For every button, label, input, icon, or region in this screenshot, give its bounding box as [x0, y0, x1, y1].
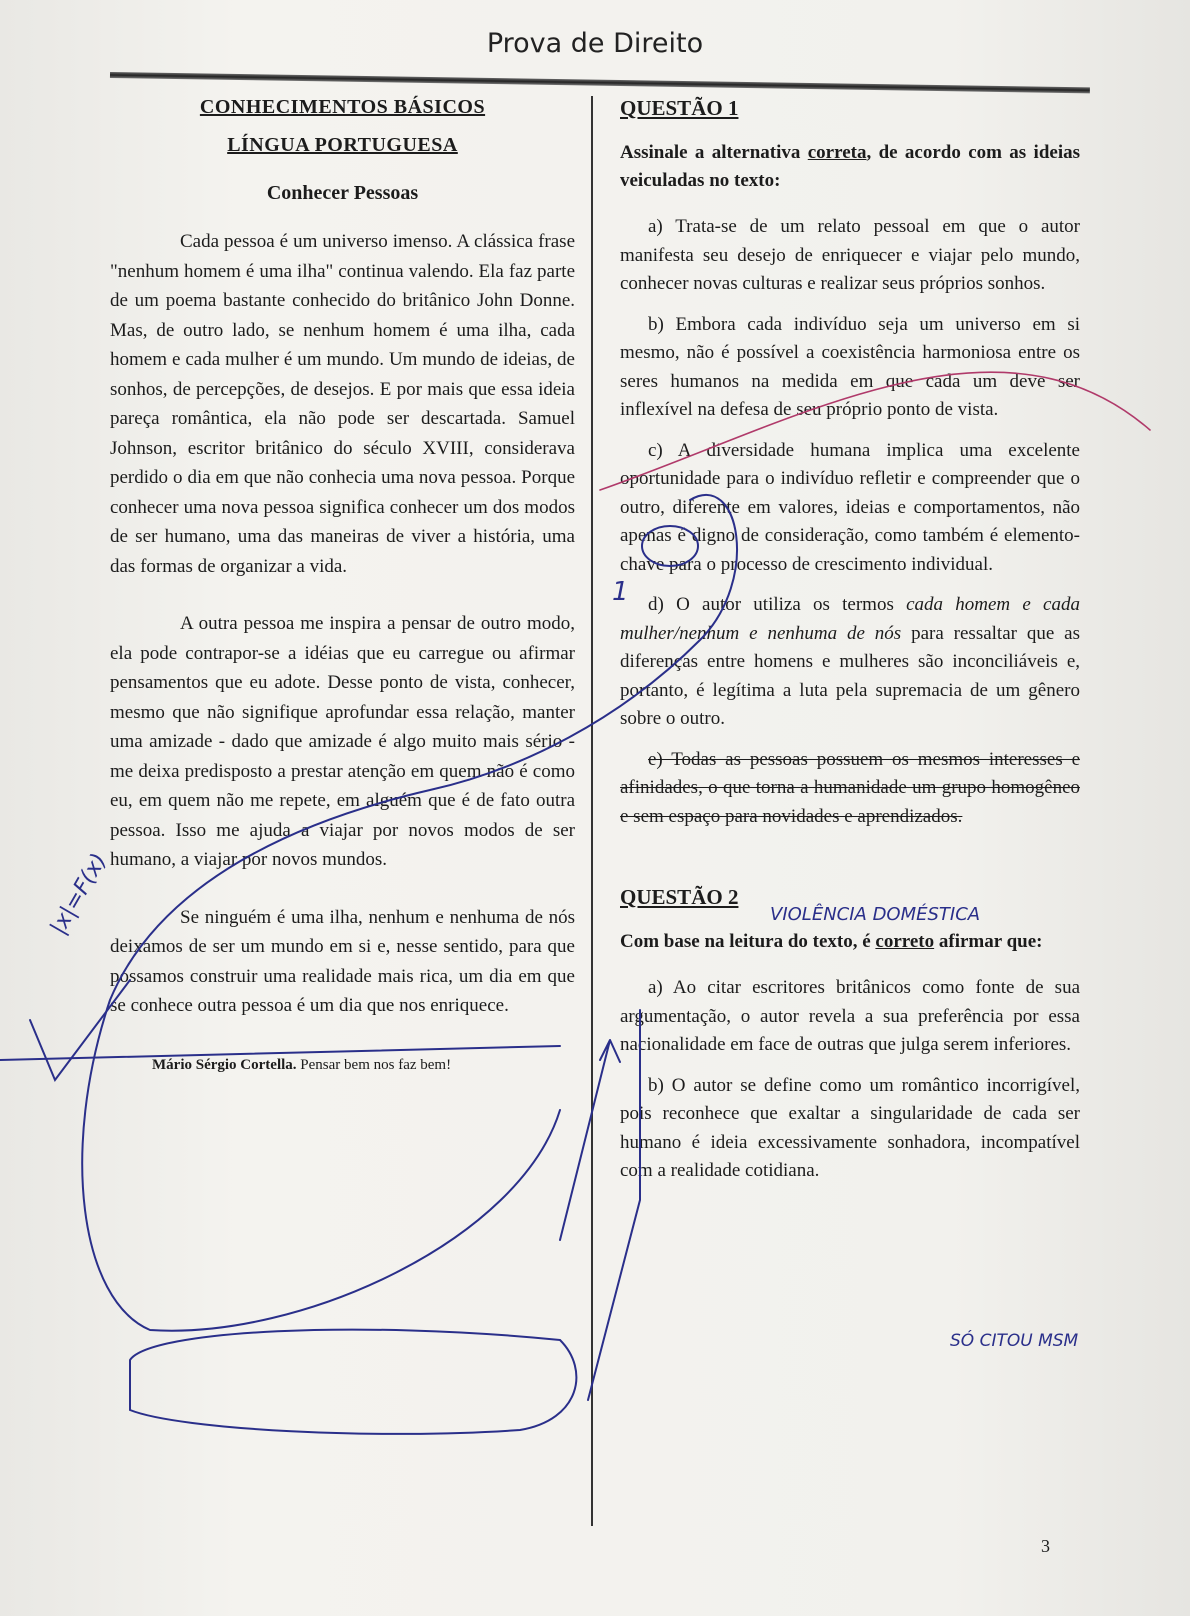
text-paragraph-3: Se ninguém é uma ilha, nenhum e nenhuma de nós deixamos de ser um mundo em si e, nesse sentido, para que possamos construir uma realidade mais rica, um dia em que se conhece outra pessoa é um dia que nos enriquece. — [110, 906, 575, 1016]
source-credit — [110, 1057, 575, 1074]
q2-option-b[interactable]: b) O autor se define como um romântico incorrigível, pois reconhece que exaltar a singularidade de cada ser humano é ideia excessivamente sonhadora, incompatível com a realidade cotidiana. — [620, 1074, 1080, 1181]
article-title: Conhecer Pessoas — [266, 182, 419, 204]
option-text: d) O autor utiliza os termos — [648, 594, 907, 615]
note-one: 1 — [612, 577, 629, 607]
q1-option-a[interactable]: a) Trata-se de um relato pessoal em que o autor manifesta seu desejo de enriquecer e viajar pelo mundo, conhecer novas culturas e realizar seus próprios sonhos. — [620, 216, 1080, 294]
option-italic-terms: cada homem e cada mulher/nenhum e nenhuma de nós — [620, 594, 1080, 644]
column-divider — [591, 96, 593, 1526]
question-2 — [620, 885, 1080, 1186]
question-1 — [620, 96, 1080, 831]
page-header-title: Prova de Direito — [486, 28, 704, 59]
prompt-text: afirmar que: — [934, 931, 1043, 952]
section-heading-2: LÍNGUA PORTUGUESA — [227, 134, 458, 156]
q1-option-d[interactable] — [620, 591, 1080, 734]
option-text: para ressaltar que as diferenças entre homens e mulheres são inconciliáveis e, portanto, é legítima a luta pela supremacia de um gênero sobre o outro. — [620, 622, 1080, 729]
q1-option-e[interactable]: e) Todas as pessoas possuem os mesmos interesses e afinidades, o que torna a humanidade um grupo homogêneo e sem espaço para novidades e aprendizados. — [620, 748, 1080, 827]
question-2-title: QUESTÃO 2 — [620, 885, 739, 909]
section-heading-1: CONHECIMENTOS BÁSICOS — [199, 96, 486, 118]
prompt-text: , de acordo com as ideias veiculadas no texto: — [620, 142, 1080, 191]
note-so-citou: SÓ CITOU MSM — [950, 1331, 1079, 1351]
credit-author: Mário Sérgio Cortella. — [152, 1056, 297, 1073]
credit-work: Pensar bem nos faz bem! — [300, 1056, 452, 1073]
prompt-text: Assinale a alternativa — [620, 142, 808, 163]
ink-circle-credit — [130, 1330, 576, 1434]
note-violencia: VIOLÊNCIA DOMÉSTICA — [770, 904, 981, 925]
question-1-title: QUESTÃO 1 — [620, 96, 739, 120]
page-number: 3 — [1041, 1536, 1050, 1556]
prompt-keyword: correto — [875, 931, 935, 952]
q1-option-c[interactable]: c) A diversidade humana implica uma excelente oportunidade para o indivíduo refletir e compreender que o outro, diferente em valores, ideias e comportamentos, não apenas é digno de consideração, como também é elemento-chave para o processo de crescimento individual. — [620, 439, 1080, 575]
question-1-prompt — [620, 139, 1080, 195]
prompt-keyword: correta — [807, 142, 867, 163]
text-paragraph-1: Cada pessoa é um universo imenso. A clássica frase "nenhum homem é uma ilha" continua valendo. Ela faz parte de um poema bastante conhecido do britânico John Donne. Mas, de outro lado, se nenhum homem é uma ilha, cada homem e cada mulher é um mundo. Um mundo de ideias, de sonhos, de percepções, de desejos. E por mais que essa ideia pareça romântica, ela não pode ser descartada. Samuel Johnson, escritor britânico do século XVIII, considerava perdido o dia em que não conhecia uma nova pessoa. Porque conhecer uma nova pessoa significa conhecer um dos modos de ser humano, uma das maneiras de viver a história, uma das formas de organizar a vida. — [110, 231, 575, 577]
left-column — [110, 88, 575, 1074]
question-2-prompt — [620, 928, 1080, 956]
q1-option-b[interactable]: b) Embora cada indivíduo seja um universo em si mesmo, não é possível a coexistência harmoniosa entre os seres humanos na medida em que cada um deve ser inflexível na defesa de seu próprio ponto de vista. — [620, 313, 1080, 420]
note-formula: |x|=F(x) — [45, 849, 113, 939]
text-paragraph-2: A outra pessoa me inspira a pensar de outro modo, ela pode contrapor-se a idéias que eu carregue ou afirmar pensamentos que eu adote. Desse ponto de vista, conhecer, mesmo que não signifique aprofundar essa relação, manter uma amizade - dado que amizade é algo muito mais sério - me deixa predisposto a prestar atenção em quem não é como eu, em quem não me repete, em alguém que é de fato outra pessoa. Isso me ajuda a viajar por novos modos de ser humano, a viajar por novos mundos. — [110, 613, 575, 870]
q2-option-a[interactable]: a) Ao citar escritores britânicos como fonte de sua argumentação, o autor revela a sua preferência por essa nacionalidade em face de outras que julga serem inferiores. — [620, 977, 1080, 1055]
right-column — [620, 96, 1080, 1198]
prompt-text: Com base na leitura do texto, é — [620, 931, 876, 952]
